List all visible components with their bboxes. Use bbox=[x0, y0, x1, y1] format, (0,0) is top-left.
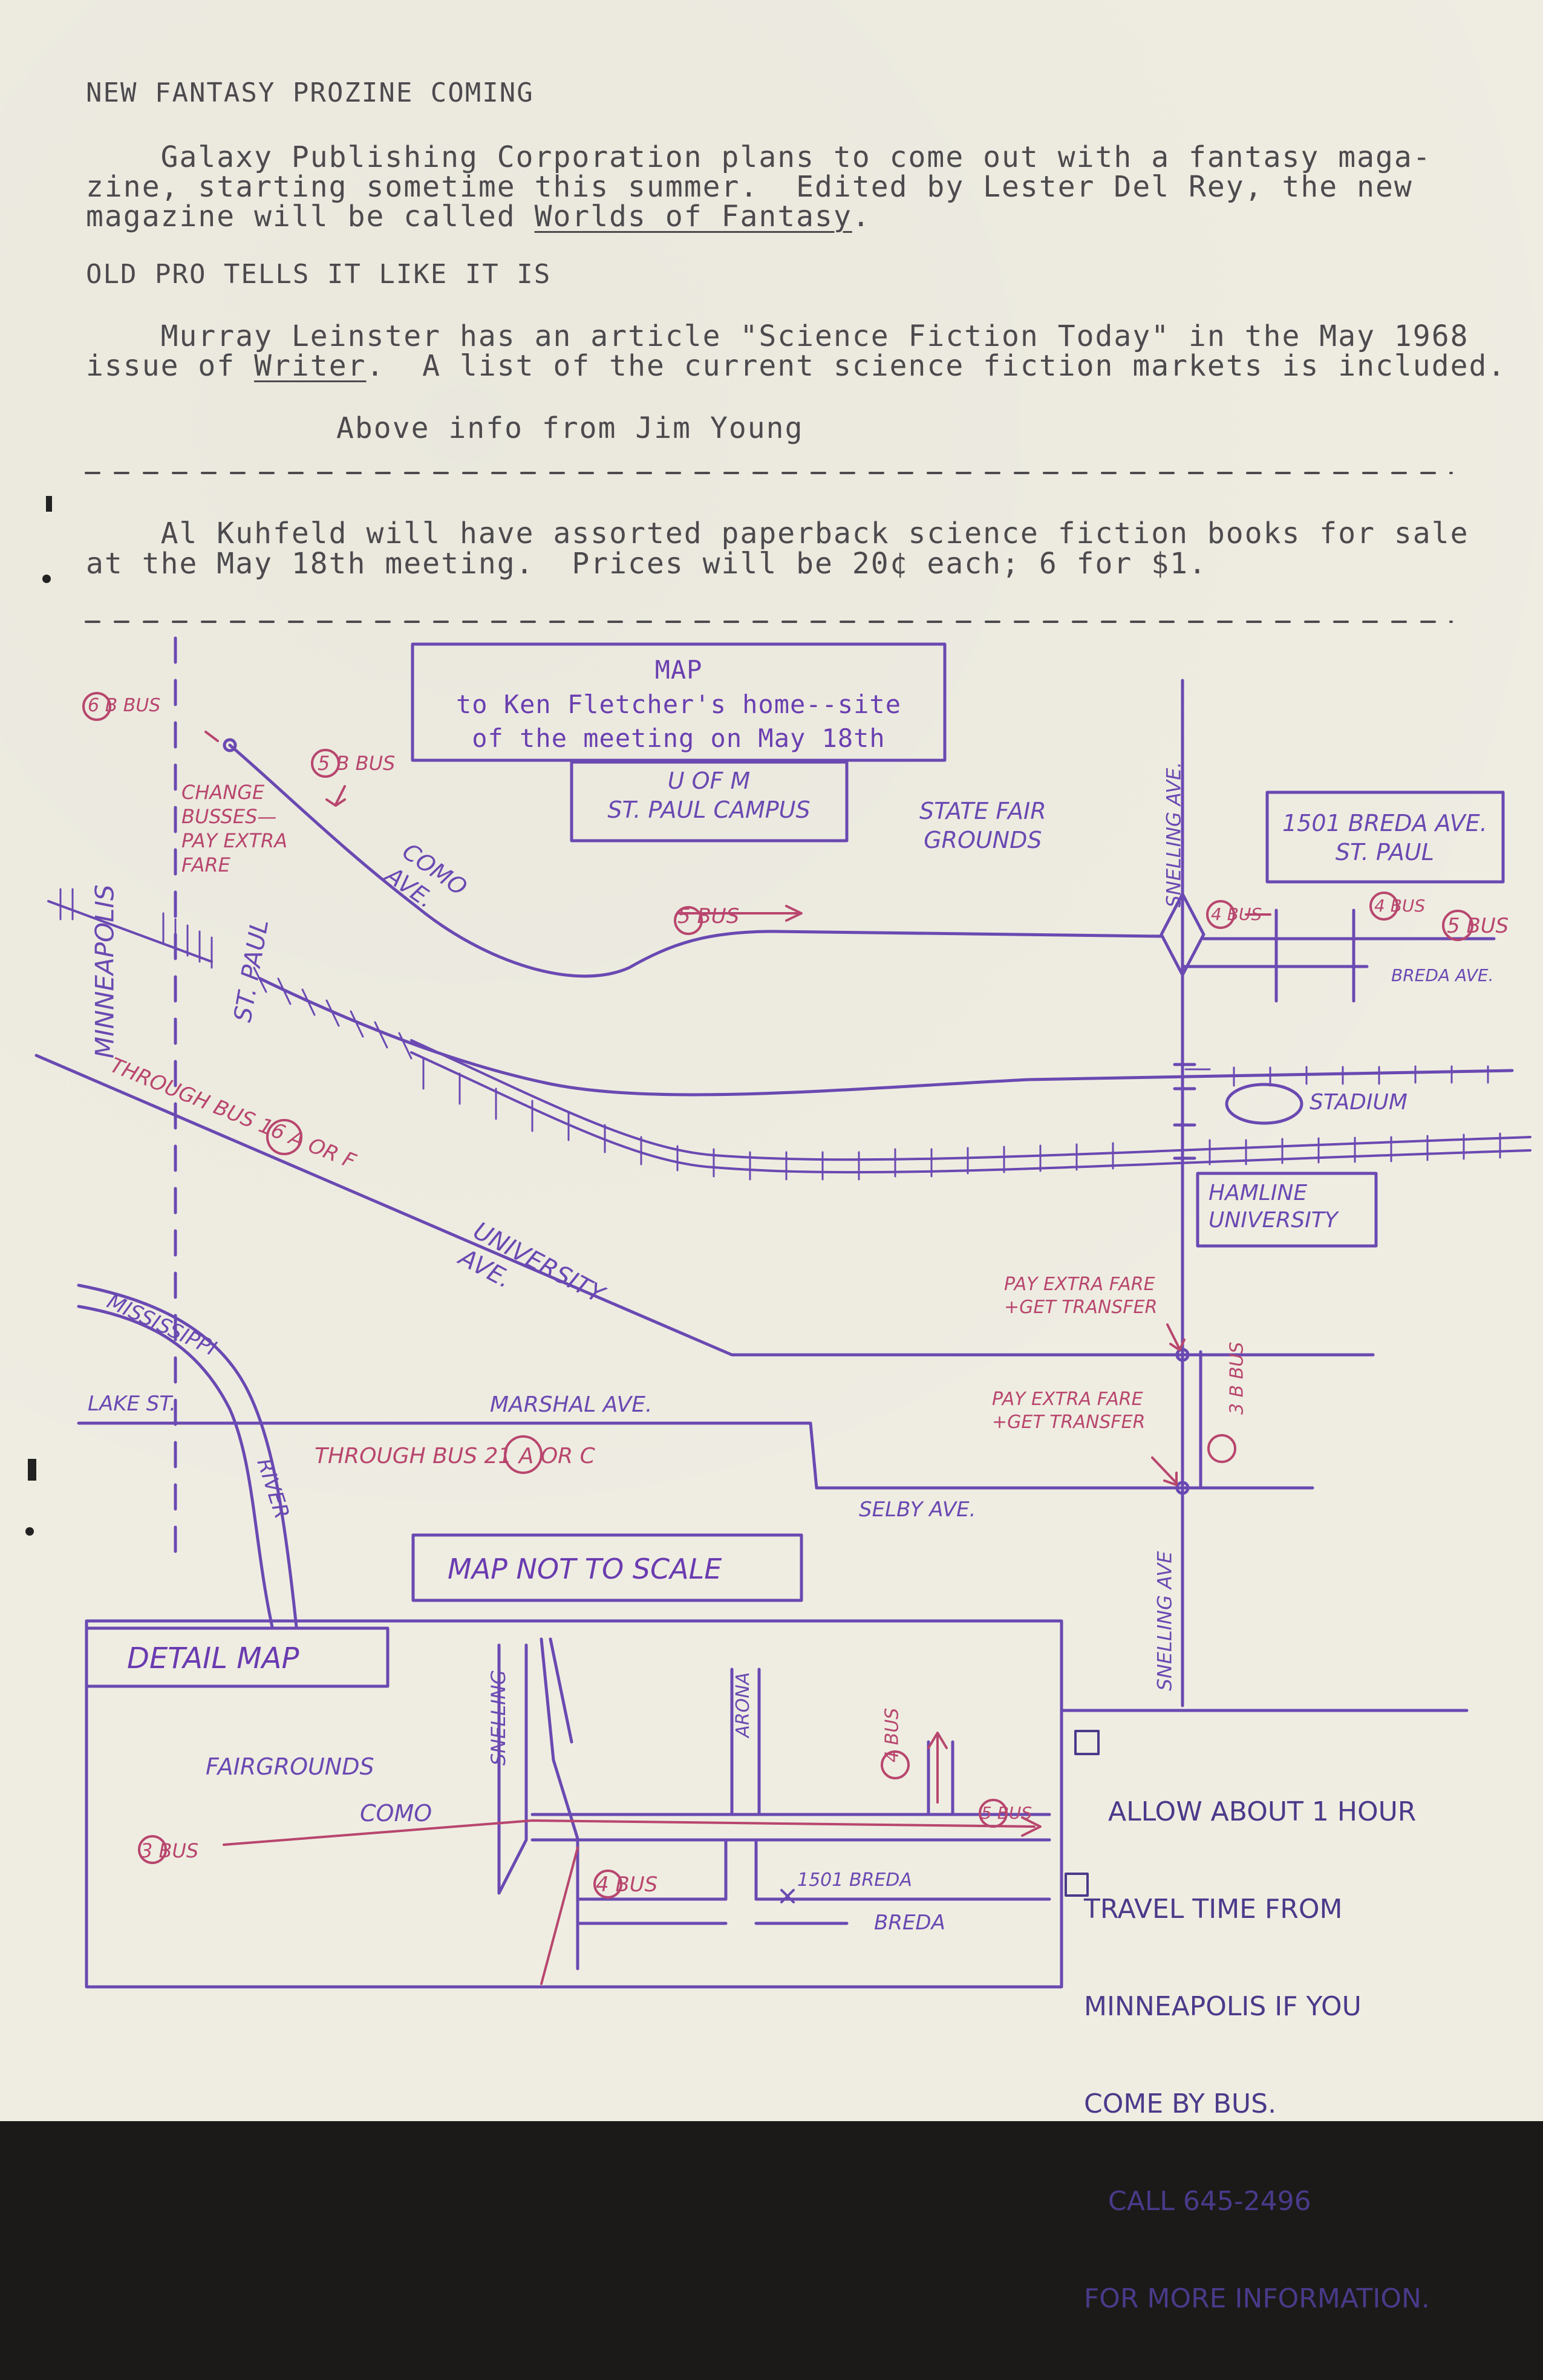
label-pay-extra-2: PAY EXTRA FARE +GET TRANSFER bbox=[992, 1389, 1146, 1433]
label-bus-4b: 4 BUS bbox=[1374, 896, 1426, 916]
label-minneapolis: MINNEAPOLIS bbox=[90, 884, 120, 1059]
detail-como bbox=[532, 1814, 1049, 1840]
detail-como-west bbox=[499, 1840, 526, 1893]
label-snelling-top: SNELLING AVE. bbox=[1162, 761, 1186, 908]
label-marshal-ave: MARSHAL AVE. bbox=[490, 1392, 653, 1417]
label-hamline: HAMLINE UNIVERSITY bbox=[1209, 1181, 1338, 1233]
label-through-bus-16: THROUGH BUS 16 A OR F bbox=[106, 1053, 359, 1174]
note-line-1: ALLOW ABOUT 1 HOUR bbox=[1108, 1796, 1417, 1828]
article1-line2: zine, starting sometime this summer. Edited by Lester Del Rey, the new bbox=[86, 170, 1413, 204]
label-snelling-bottom: SNELLING AVE bbox=[1153, 1551, 1176, 1691]
label-through-bus-21: THROUGH BUS 21 A OR C bbox=[315, 1444, 595, 1469]
label-bus-4: 4 BUS bbox=[1211, 904, 1262, 924]
railroad-line-1 bbox=[260, 979, 1512, 1095]
bus-6b-arrow bbox=[206, 732, 218, 741]
label-bus-5b: 5 B BUS bbox=[318, 752, 396, 775]
detail-arona-south bbox=[726, 1840, 756, 1899]
bus-route-snelling-detail bbox=[541, 1848, 578, 1984]
info-credit: Above info from Jim Young bbox=[336, 411, 804, 445]
map-title bbox=[413, 653, 945, 756]
label-bus-6b: 6 B BUS bbox=[88, 695, 161, 716]
punch-mark-3 bbox=[28, 1459, 36, 1481]
label-como-detail: COMO bbox=[360, 1800, 432, 1827]
article2-line1: Murray Leinster has an article "Science Fiction Today" in the May 1968 bbox=[86, 319, 1469, 353]
pay-extra-arrow-2 bbox=[1152, 1458, 1176, 1485]
label-st-paul: ST. PAUL bbox=[229, 917, 275, 1025]
map-title-line3: of the meeting on May 18th bbox=[472, 723, 886, 754]
label-address: 1501 BREDA AVE. ST. PAUL bbox=[1282, 810, 1487, 866]
label-1501-breda: 1501 BREDA bbox=[797, 1870, 912, 1891]
label-bus-5-right: 5 BUS bbox=[1447, 914, 1509, 938]
travel-notes bbox=[1084, 1731, 1430, 2380]
university-ave-road bbox=[36, 1055, 1373, 1355]
label-selby-ave: SELBY AVE. bbox=[859, 1498, 976, 1522]
label-bus-3: 3 BUS bbox=[140, 1839, 199, 1862]
article1-line1: Galaxy Publishing Corporation plans to come out with a fantasy maga- bbox=[86, 140, 1432, 174]
detail-street-east bbox=[928, 1742, 953, 1814]
bus-5b-arrow bbox=[327, 786, 345, 806]
label-university-ave: UNIVERSITY AVE. bbox=[454, 1216, 609, 1309]
label-u-of-m: U OF M ST. PAUL CAMPUS bbox=[607, 768, 811, 823]
label-snelling-detail: SNELLING bbox=[487, 1669, 511, 1766]
label-fairgrounds: FAIRGROUNDS bbox=[206, 1753, 374, 1780]
label-river: RIVER bbox=[252, 1455, 295, 1522]
worlds-of-fantasy-title: Worlds of Fantasy bbox=[534, 200, 852, 233]
map-title-line2: to Ken Fletcher's home--site bbox=[455, 689, 901, 719]
label-como-ave: COMO AVE. bbox=[380, 838, 472, 913]
article2-line2-pre: issue of bbox=[86, 349, 255, 383]
label-bus-3b: 3 B BUS bbox=[1226, 1342, 1248, 1415]
label-bus-4-detail: 4 BUS bbox=[596, 1873, 658, 1897]
detail-breda bbox=[578, 1899, 1049, 1923]
punch-mark-4 bbox=[25, 1527, 34, 1536]
article1-line3-text: magazine will be called bbox=[86, 200, 535, 233]
label-stadium: STADIUM bbox=[1310, 1090, 1408, 1115]
label-lake-st: LAKE ST. bbox=[88, 1392, 176, 1416]
bus-num-3b bbox=[1209, 1435, 1235, 1462]
label-arona: ARONA bbox=[732, 1672, 754, 1738]
label-bus-5-detail: 5 BUS bbox=[981, 1803, 1032, 1823]
article1-period: . bbox=[852, 200, 871, 233]
label-bus-5: 5 BUS bbox=[677, 904, 740, 928]
map-title-line1: MAP bbox=[654, 655, 703, 685]
article3-line1: Al Kuhfeld will have assorted paperback science fiction books for sale bbox=[86, 517, 1469, 550]
note-line-6: FOR MORE INFORMATION. bbox=[1084, 2283, 1430, 2315]
punch-mark-2 bbox=[42, 575, 51, 583]
stadium-shape bbox=[1227, 1084, 1302, 1123]
writer-magazine: Writer bbox=[254, 349, 367, 383]
heading-old-pro: OLD PRO TELLS IT LIKE IT IS bbox=[86, 259, 552, 290]
label-breda-ave: BREDA AVE. bbox=[1391, 965, 1494, 985]
article2-line2-post: . A list of the current science fiction markets is included. bbox=[366, 349, 1507, 383]
snelling-bracket-2 bbox=[1175, 1125, 1195, 1158]
label-mississippi: MISSISSIPPI bbox=[103, 1289, 220, 1361]
heading-new-fantasy-prozine: NEW FANTASY PROZINE COMING bbox=[86, 77, 534, 108]
label-state-fair: STATE FAIR GROUNDS bbox=[919, 798, 1046, 853]
punch-mark-1 bbox=[46, 496, 52, 512]
label-breda-detail: BREDA bbox=[874, 1911, 945, 1935]
note-line-3: MINNEAPOLIS IF YOU bbox=[1084, 1991, 1362, 2023]
note-line-5: CALL 645-2496 bbox=[1108, 2186, 1311, 2217]
article3-line2: at the May 18th meeting. Prices will be 20¢ each; 6 for $1. bbox=[86, 547, 1207, 581]
label-pay-extra-1: PAY EXTRA FARE +GET TRANSFER bbox=[1004, 1274, 1158, 1318]
label-change-busses: CHANGE BUSSES— PAY EXTRA FARE bbox=[181, 781, 288, 876]
note-line-4: COME BY BUS. bbox=[1084, 2088, 1277, 2120]
label-bus-4-up: 4 BUS bbox=[881, 1707, 903, 1762]
label-detail-map: DETAIL MAP bbox=[127, 1642, 299, 1675]
note-line-2: TRAVEL TIME FROM bbox=[1084, 1894, 1343, 1925]
label-not-to-scale: MAP NOT TO SCALE bbox=[448, 1553, 722, 1585]
bus-4-up-arrow bbox=[928, 1733, 947, 1802]
